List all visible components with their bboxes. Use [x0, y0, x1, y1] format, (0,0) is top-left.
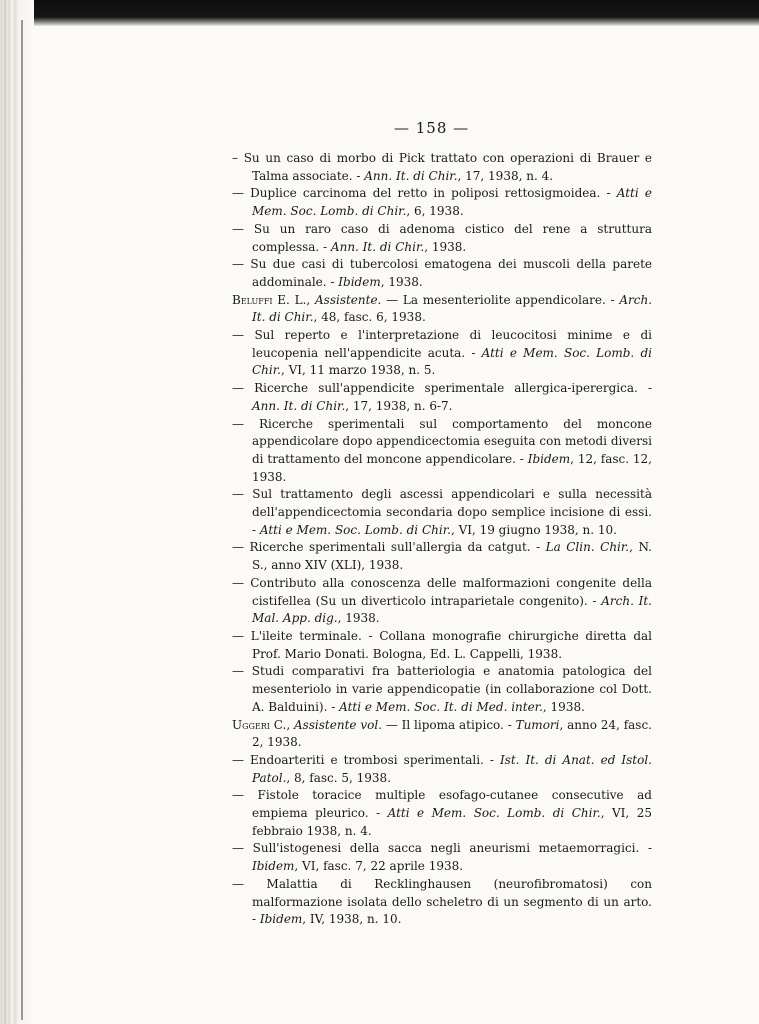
list-item: – Su un caso di morbo di Pick trattato con operazioni di Brauer e Talma associate. - Ann. It. di Chir., 17, 1938, n. 4. — [232, 151, 652, 183]
list-item: — Ricerche sull'appendicite sperimentale allergica-iperergica. - Ann. It. di Chir., 17, 1938, n. 6-7. — [232, 381, 652, 413]
author-name: Uggeri — [232, 717, 270, 732]
list-item: — Sull'istogenesi della sacca negli aneurismi metaemorragici. - Ibidem, VI, fasc. 7, 22 aprile 1938. — [232, 841, 652, 874]
list-item: — L'ileite terminale. - Collana monografie chirurgiche diretta dal Prof. Mario Donati. Bologna, Ed. L. Cappelli, 1938. — [232, 628, 652, 661]
list-item: — Contributo alla conoscenza delle malformazioni congenite della cistifellea (Su un diverticolo intraparietale congenito). - Arch. It. Mal. App. dig., 1938. — [232, 575, 652, 626]
scan-binding-edge — [0, 0, 34, 1024]
list-item: — Duplice carcinoma del retto in poliposi rettosigmoidea. - Atti e Mem. Soc. Lomb. di Chir., 6, 1938. — [232, 186, 652, 219]
list-item: — Sul reperto e l'interpretazione di leucocitosi minime e di leucopenia nell'appendicite acuta. - Atti e Mem. Soc. Lomb. di Chir., VI, 11 marzo 1938, n. 5. — [232, 328, 653, 378]
list-item: — Endoarteriti e trombosi sperimentali. - Ist. It. di Anat. ed Istol. Patol., 8, fasc. 5, 1938. — [232, 752, 652, 785]
author-role: Assistente vol. — [293, 717, 382, 732]
page-number: — 158 — — [394, 119, 470, 137]
list-item: — Su un raro caso di adenoma cistico del rene a struttura complessa. - Ann. It. di Chir., 1938. — [232, 221, 652, 254]
list-item: — Su due casi di tubercolosi ematogena dei muscoli della parete addominale. - Ibidem, 1938. — [232, 257, 652, 289]
list-item: — Malattia di Recklinghausen (neurofibromatosi) con malformazione isolata dello scheletro di un segmento di un arto. - Ibidem, IV, 1938, n. 10. — [232, 876, 652, 927]
list-item: — Ricerche sperimentali sul comportamento del moncone appendicolare dopo appendicectomia eseguita con metodi diversi di trattamento del moncone appendicolare. - Ibidem, 12, fasc. 12, 1938. — [232, 416, 653, 484]
author-entry: Beluffi E. L., Assistente. — La mesenteriolite appendicolare. - Arch. It. di Chir., 48, fasc. 6, 1938. — [232, 292, 653, 325]
list-item: — Fistole toracice multiple esofago-cutanee consecutive ad empiema pleurico. - Atti e Mem. Soc. Lomb. di Chir., VI, 25 febbraio 1938, n. 4. — [232, 788, 652, 838]
author-role: Assistente. — [315, 292, 382, 307]
author-name: Beluffi — [232, 292, 273, 307]
list-item: — Ricerche sperimentali sull'allergia da catgut. - La Clin. Chir., N. S., anno XIV (XLI), 1938. — [232, 540, 652, 573]
scan-top-border — [0, 0, 759, 26]
list-item: — Studi comparativi fra batteriologia e anatomia patologica del mesenteriolo in varie appendicopatie (in collaborazione col Dott. A. Balduini). - Atti e Mem. Soc. It. di Med. inter., 1938. — [232, 664, 652, 714]
list-item: — Sul trattamento degli ascessi appendicolari e sulla necessità dell'appendicectomia secondaria dopo semplice incisione di essi. - Atti e Mem. Soc. Lomb. di Chir., VI, 19 giugno 1938, n. 10. — [232, 487, 652, 537]
author-entry: Uggeri C., Assistente vol. — Il lipoma atipico. - Tumori, anno 24, fasc. 2, 1938. — [232, 717, 652, 750]
bibliography — [232, 150, 652, 929]
scan-binding-line — [21, 20, 23, 1020]
